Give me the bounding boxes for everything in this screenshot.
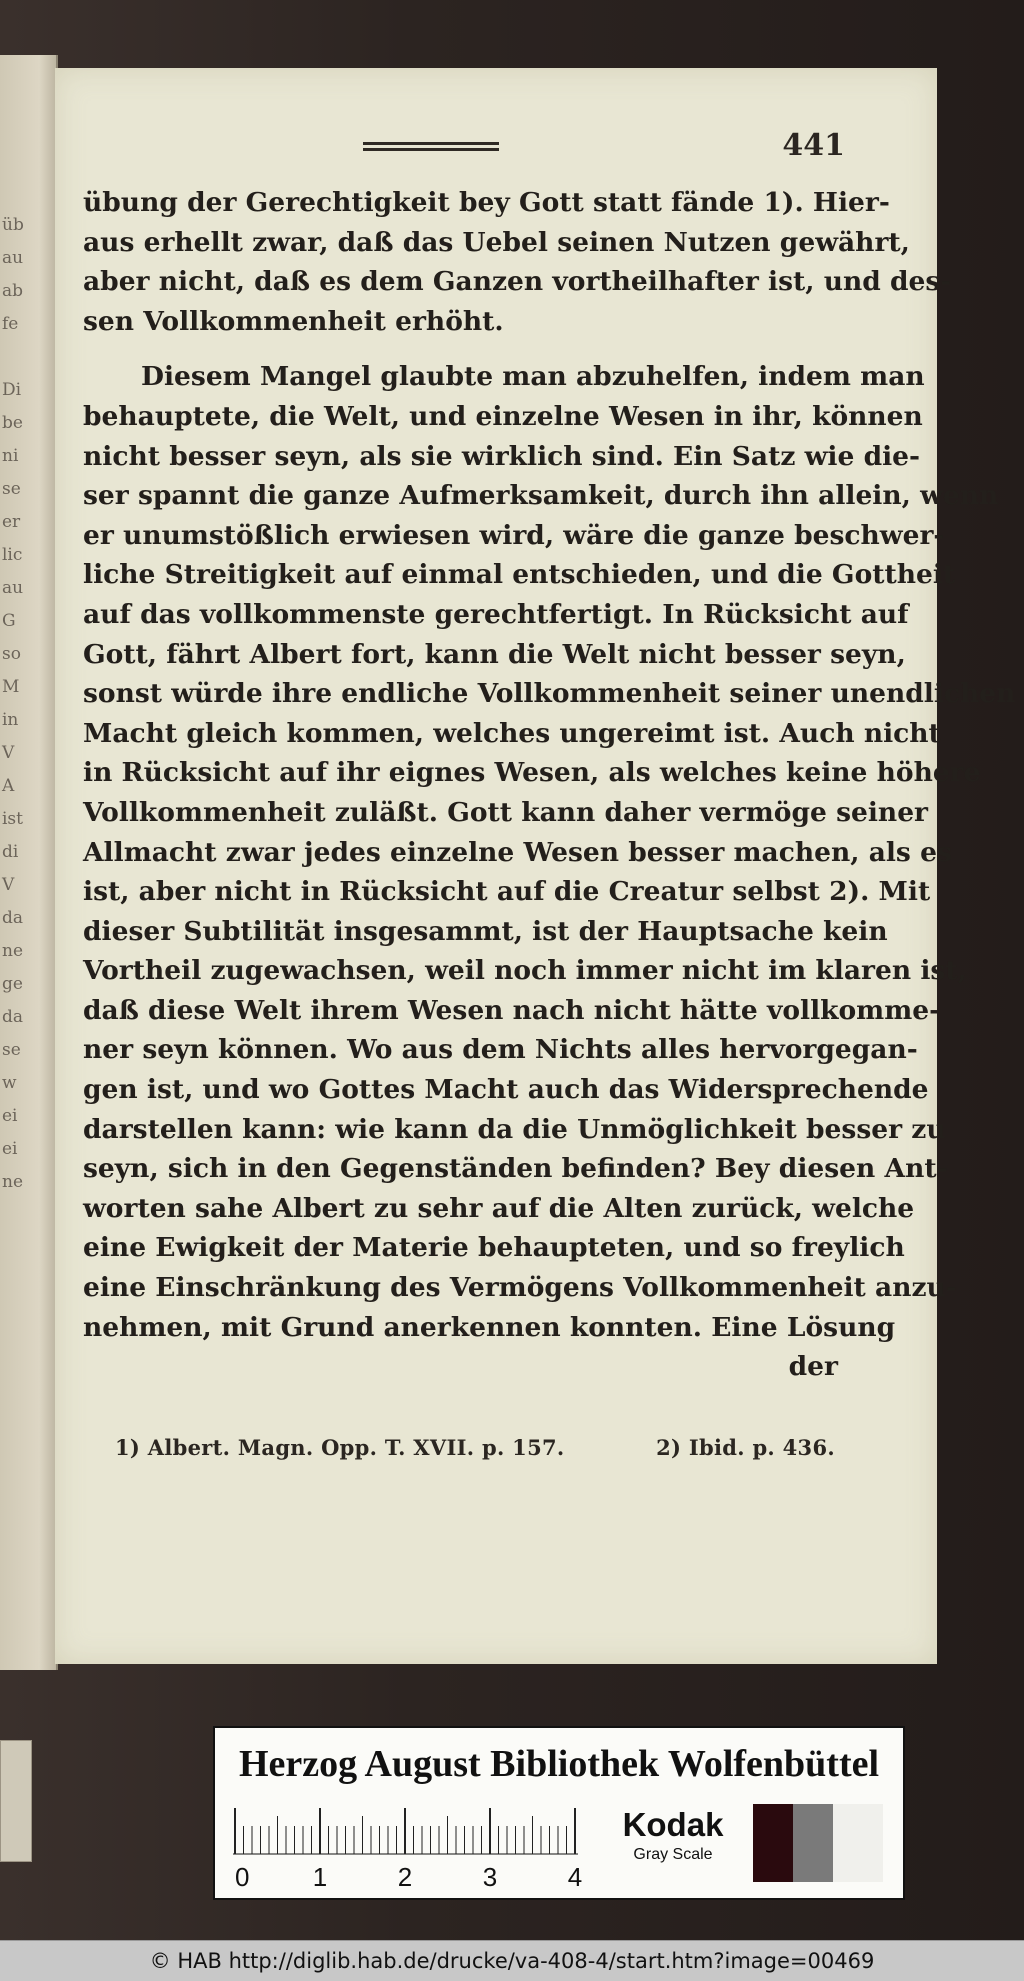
text-line: sonst würde ihre endliche Vollkommenheit seiner unendlichen: [83, 678, 1016, 710]
ruler-label: 3: [482, 1862, 498, 1892]
facing-page-fragment: ne: [2, 1172, 24, 1192]
text-line: behauptete, die Welt, und einzelne Wesen in ihr, können: [83, 400, 923, 432]
text-line: ser spannt die ganze Aufmerksamkeit, durch ihn allein, wenn: [83, 480, 999, 512]
scale-ruler: [233, 1806, 593, 1894]
text-line: nicht besser seyn, als sie wirklich sind. Ein Satz wie die-: [83, 440, 921, 472]
facing-page-fragment: ei: [2, 1139, 18, 1159]
gray-patch-light: [833, 1804, 883, 1882]
facing-page-fragment: üb: [2, 215, 24, 235]
text-line: der: [788, 1351, 838, 1383]
facing-page-fragment: ist: [2, 809, 23, 829]
card-title: Herzog August Bibliothek Wolfenbüttel: [238, 1743, 880, 1785]
text-line: auf das vollkommenste gerechtfertigt. In Rücksicht auf: [83, 598, 909, 630]
facing-page-fragment: ge: [2, 974, 23, 994]
facing-page-fragment: be: [2, 413, 23, 433]
header-rule: [363, 142, 499, 151]
text-line: Macht gleich kommen, welches ungereimt ist. Auch nicht: [83, 717, 941, 749]
facing-page-fragment: so: [2, 644, 21, 664]
text-line: daß diese Welt ihrem Wesen nach nicht hätte vollkomme-: [83, 994, 941, 1026]
gray-scale-label: Gray Scale: [633, 1846, 713, 1863]
facing-page-tab: [0, 1740, 32, 1862]
facing-page-fragment: Di: [2, 380, 22, 400]
text-line: in Rücksicht auf ihr eignes Wesen, als welches keine höhere: [83, 757, 981, 789]
text-line: gen ist, und wo Gottes Macht auch das Widersprechende: [83, 1074, 929, 1106]
text-line: aber nicht, daß es dem Ganzen vortheilhafter ist, und des-: [83, 266, 952, 298]
facing-page-fragment: w: [2, 1073, 17, 1093]
gray-patch-mid: [793, 1804, 833, 1882]
facing-page-fragment: au: [2, 578, 24, 598]
text-line: Diesem Mangel glaubte man abzuhelfen, indem man: [141, 361, 925, 393]
facing-page-fragment: V: [2, 743, 15, 763]
body-text: [83, 183, 1016, 1387]
text-line: Allmacht zwar jedes einzelne Wesen besser machen, als es: [83, 836, 952, 868]
text-line: darstellen kann: wie kann da die Unmöglichkeit besser zu: [83, 1113, 946, 1145]
facing-page-fragment: da: [2, 908, 24, 928]
copyright-footer: © HAB http://diglib.hab.de/drucke/va-408-4/start.htm?image=00469: [0, 1940, 1024, 1981]
text-line: Vortheil zugewachsen, weil noch immer nicht im klaren ist,: [83, 955, 967, 987]
text-line: Gott, fährt Albert fort, kann die Welt nicht besser seyn,: [83, 638, 906, 670]
ruler-label: 4: [567, 1862, 583, 1892]
text-line: er unumstößlich erwiesen wird, wäre die ganze beschwer-: [83, 519, 945, 551]
facing-page-fragment: [2, 347, 50, 367]
footnotes: [115, 1435, 835, 1460]
facing-page-fragment: lic: [2, 545, 23, 565]
facing-page-edge: [0, 55, 58, 1670]
text-line: seyn, sich in den Gegenständen befinden? Bey diesen Ant-: [83, 1153, 948, 1185]
facing-page-fragment: M: [2, 677, 20, 697]
facing-page-fragment: in: [2, 710, 19, 730]
facing-page-fragment: di: [2, 842, 19, 862]
facing-page-fragment: ne: [2, 941, 24, 961]
text-line: eine Ewigkeit der Materie behaupteten, und so freylich: [83, 1232, 905, 1264]
facing-page-fragment: ei: [2, 1106, 18, 1126]
text-line: übung der Gerechtigkeit bey Gott statt fände 1). Hier-: [83, 187, 890, 218]
footnote-2: 2) Ibid. p. 436.: [656, 1435, 835, 1460]
ruler-label: 0: [235, 1862, 250, 1892]
gray-patch-dark: [753, 1804, 793, 1882]
color-calibration-card: [213, 1726, 905, 1900]
facing-page-fragment: se: [2, 1040, 21, 1060]
text-line: nehmen, mit Grund anerkennen konnten. Eine Lösung: [83, 1311, 896, 1343]
text-line: ist, aber nicht in Rücksicht auf die Creatur selbst 2). Mit: [83, 876, 931, 908]
text-line: eine Einschränkung des Vermögens Vollkommenheit anzu-: [83, 1272, 957, 1304]
text-line: ner seyn können. Wo aus dem Nichts alles hervorgegan-: [83, 1034, 918, 1066]
facing-page-fragment: ni: [2, 446, 19, 466]
text-line: liche Streitigkeit auf einmal entschieden, und die Gottheit: [83, 559, 956, 591]
text-line: dieser Subtilität insgesammt, ist der Hauptsache kein: [83, 915, 888, 947]
facing-page-fragment: A: [2, 776, 15, 796]
page-number: 441: [782, 128, 845, 163]
facing-page-fragment: fe: [2, 314, 19, 334]
text-line: worten sahe Albert zu sehr auf die Alten zurück, welche: [83, 1192, 915, 1224]
ruler-label: 2: [397, 1862, 413, 1892]
text-line: Vollkommenheit zuläßt. Gott kann daher vermöge seiner: [83, 796, 929, 828]
kodak-logo: Kodak: [622, 1806, 724, 1843]
facing-page-fragment: se: [2, 479, 21, 499]
facing-page-fragment: er: [2, 512, 21, 532]
book-page: [55, 68, 1016, 1664]
paragraph-gap: [83, 341, 838, 357]
text-line: sen Vollkommenheit erhöht.: [83, 305, 504, 337]
text-line: aus erhellt zwar, daß das Uebel seinen Nutzen gewährt,: [83, 226, 910, 258]
facing-page-fragment: au: [2, 248, 24, 268]
facing-page-fragment: V: [2, 875, 15, 895]
ruler-label: 1: [312, 1862, 328, 1892]
facing-page-fragment: da: [2, 1007, 24, 1027]
facing-page-fragment: G: [2, 611, 16, 631]
footnote-1: 1) Albert. Magn. Opp. T. XVII. p. 157.: [115, 1435, 565, 1460]
facing-page-fragment: ab: [2, 281, 24, 301]
